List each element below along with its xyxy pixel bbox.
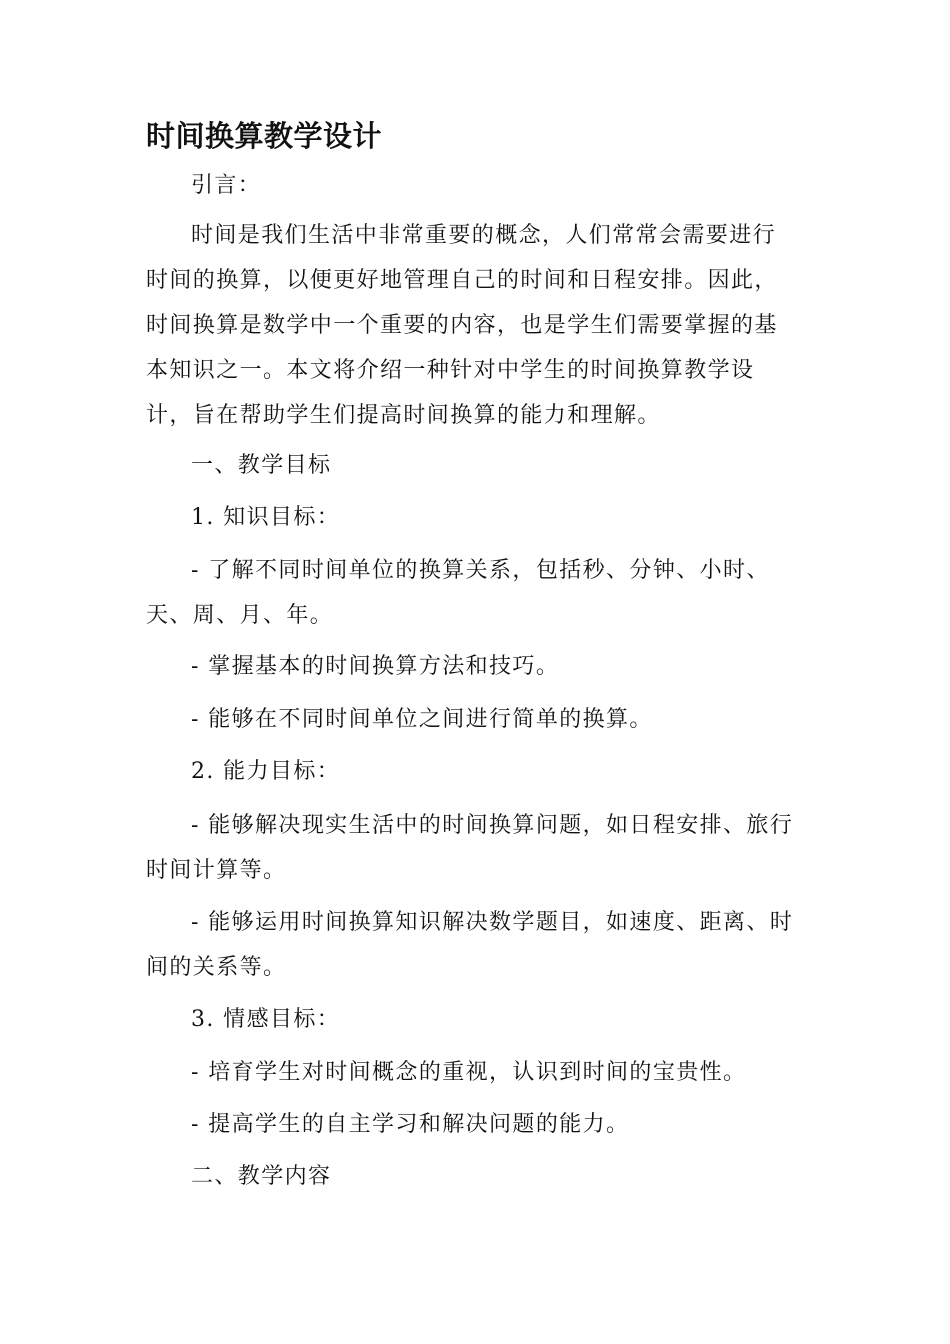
document-title: 时间换算教学设计 — [146, 119, 383, 153]
intro-heading: 引言： — [191, 173, 262, 198]
list-item: - 能够运用时间换算知识解决数学题目，如速度、距离、时间的关系等。 — [146, 910, 794, 980]
list-item: - 培育学生对时间概念的重视，认识到时间的宝贵性。 — [191, 1060, 747, 1085]
list-item: - 能够解决现实生活中的时间换算问题，如日程安排、旅行时间计算等。 — [146, 813, 794, 883]
subheading-emotion: 3. 情感目标： — [191, 1007, 341, 1032]
section-heading-content: 二、教学内容 — [191, 1164, 332, 1189]
intro-paragraph: 时间是我们生活中非常重要的概念，人们常常会需要进行时间的换算，以便更好地管理自己的时间和日程安排。因此，时间换算是数学中一个重要的内容，也是学生们需要掌握的基本知识之一。本文将介绍一种针对中学生的时间换算教学设计，旨在帮助学生们提高时间换算的能力和理解。 — [146, 223, 778, 428]
subheading-knowledge: 1. 知识目标： — [191, 505, 341, 530]
list-item: - 了解不同时间单位的换算关系，包括秒、分钟、小时、天、周、月、年。 — [146, 558, 770, 628]
list-item: - 提高学生的自主学习和解决问题的能力。 — [191, 1112, 630, 1137]
subheading-ability: 2. 能力目标： — [191, 759, 341, 784]
section-heading-objectives: 一、教学目标 — [191, 453, 332, 478]
list-item: - 掌握基本的时间换算方法和技巧。 — [191, 654, 560, 679]
list-item: - 能够在不同时间单位之间进行简单的换算。 — [191, 707, 653, 732]
